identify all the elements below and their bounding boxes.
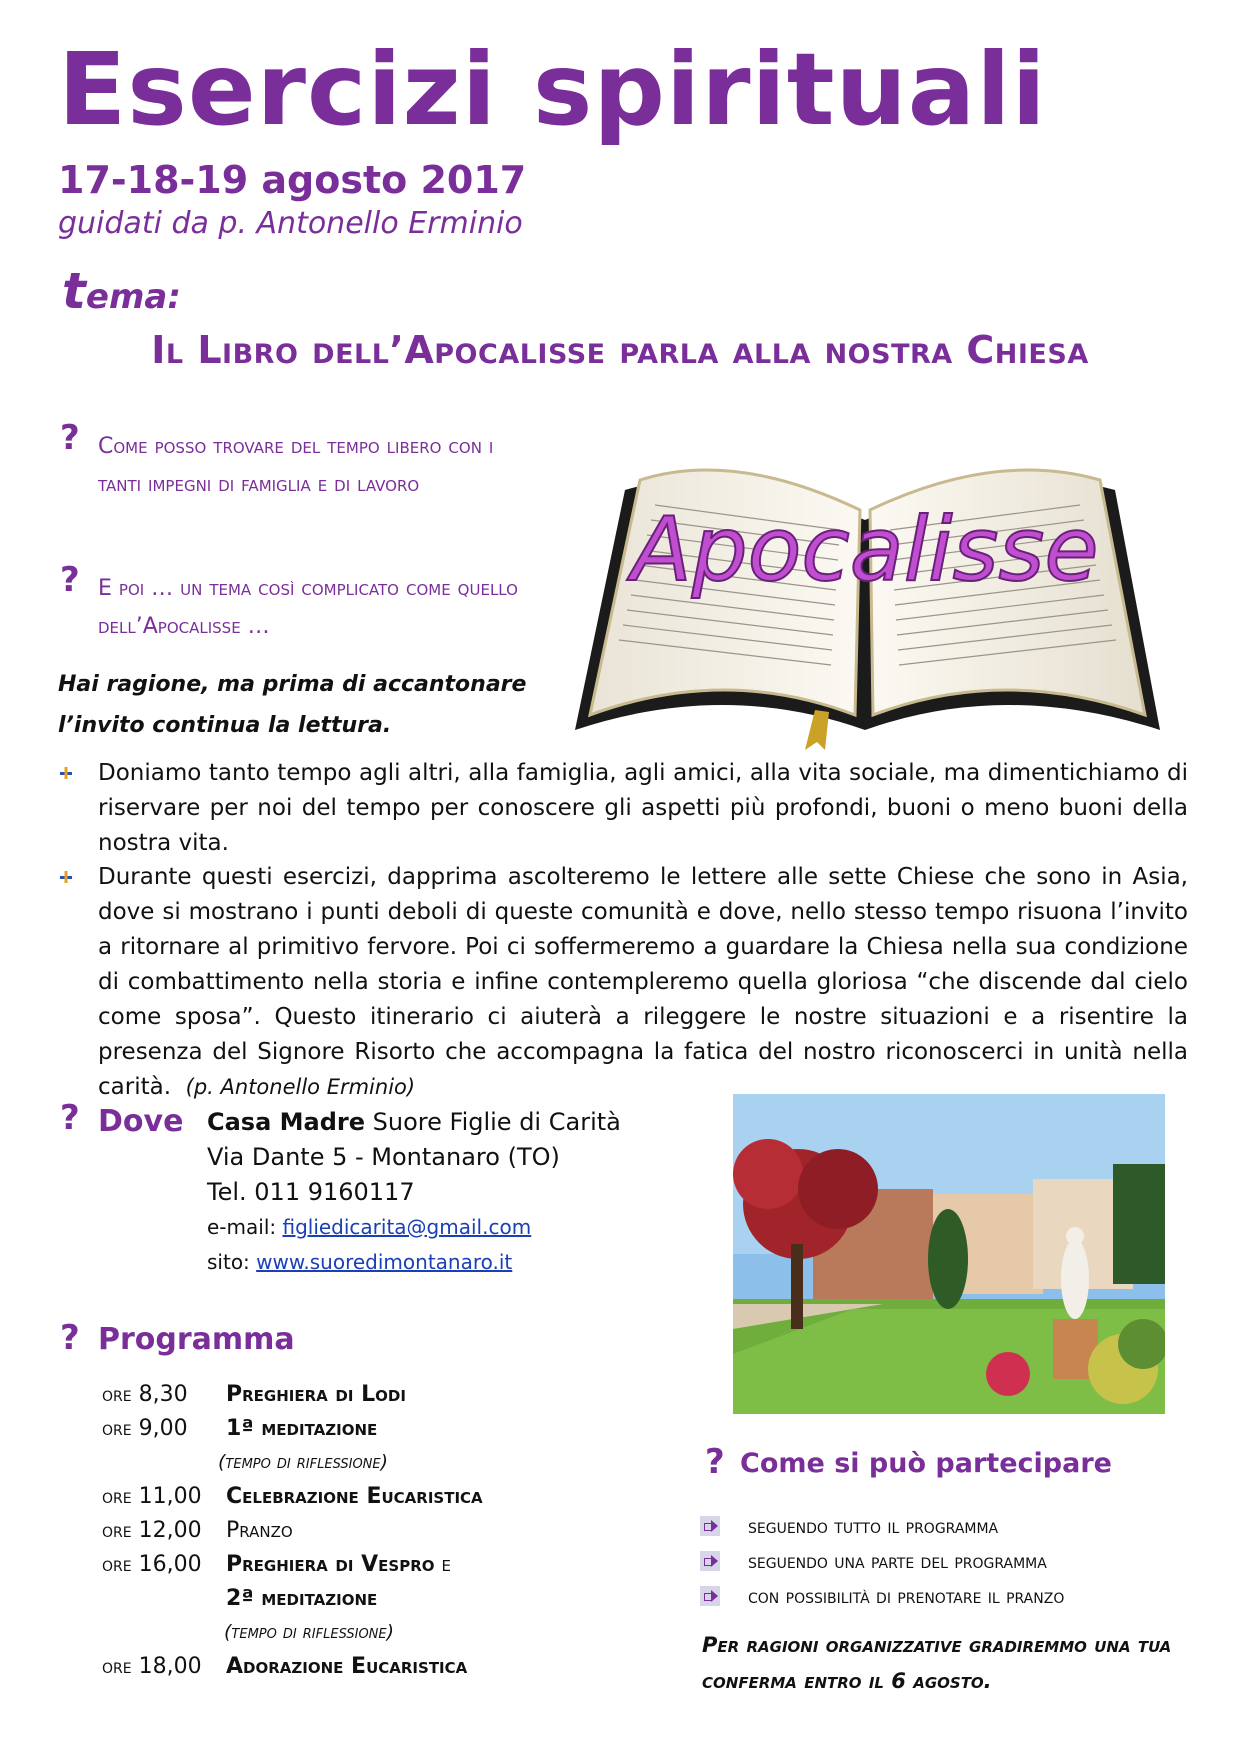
schedule-note: (tempo di riflessione) xyxy=(224,1621,395,1643)
participation-option-text: seguendo tutto il programma xyxy=(748,1514,999,1538)
question-mark-icon: ? xyxy=(705,1442,725,1482)
schedule-time: 8,30 xyxy=(138,1382,188,1407)
paragraph-2 xyxy=(58,860,1188,1105)
schedule-time: 12,00 xyxy=(138,1518,202,1543)
question-mark-icon: ? xyxy=(60,560,80,600)
schedule-time: 16,00 xyxy=(138,1552,202,1577)
question-mark-icon: ? xyxy=(60,1098,80,1138)
schedule-activity-suffix: e xyxy=(434,1552,451,1577)
email-link[interactable]: figliedicarita@gmail.com xyxy=(282,1215,532,1239)
email-label: e-mail: xyxy=(207,1215,283,1239)
guide-line: guidati da p. Antonello Erminio xyxy=(58,206,523,241)
event-dates: 17-18-19 agosto 2017 xyxy=(58,158,527,202)
schedule-time: 9,00 xyxy=(138,1416,188,1441)
schedule-time: 11,00 xyxy=(138,1484,202,1509)
bible-title-text: Apocalisse xyxy=(631,498,1099,601)
question-2: E poi … un tema così complicato come quello dell’Apocalisse … xyxy=(98,576,518,639)
schedule-activity: 2ª meditazione xyxy=(226,1586,378,1611)
paragraph-1 xyxy=(58,756,1188,861)
tema-label xyxy=(62,262,181,320)
arrow-right-icon xyxy=(700,1551,720,1571)
schedule-activity: Adorazione Eucaristica xyxy=(226,1654,468,1679)
schedule-activity: Preghiera di Vespro xyxy=(226,1552,435,1577)
arrow-right-icon xyxy=(700,1516,720,1536)
reason-text: Hai ragione, ma prima di accantonare l’invito continua la lettura. xyxy=(58,672,527,738)
dove-heading: Dove xyxy=(98,1104,184,1139)
theme-title: Il Libro dell’Apocalisse parla alla nostra Chiesa xyxy=(151,328,1089,372)
open-bible-image xyxy=(555,430,1175,750)
page-title: Esercizi spirituali xyxy=(58,31,1047,148)
place-name: Casa Madre xyxy=(207,1108,366,1136)
tema-initial: t xyxy=(62,262,86,320)
tema-rest: ema: xyxy=(85,277,181,317)
schedule-time: 18,00 xyxy=(138,1654,202,1679)
address-block xyxy=(207,1105,621,1280)
casa-madre-photo xyxy=(733,1094,1165,1414)
bullet-icon xyxy=(58,765,74,781)
street-address: Via Dante 5 - Montanaro (TO) xyxy=(207,1143,560,1171)
site-label: sito: xyxy=(207,1250,257,1274)
signature: (p. Antonello Erminio) xyxy=(185,1075,416,1099)
schedule-activity: 1ª meditazione xyxy=(226,1416,378,1441)
participation-option-text: seguendo una parte del programma xyxy=(748,1549,1047,1573)
site-link[interactable]: www.suoredimontanaro.it xyxy=(256,1250,513,1274)
schedule-activity: Celebrazione Eucaristica xyxy=(226,1484,483,1509)
schedule-activity: Preghiera di Lodi xyxy=(226,1382,406,1407)
paragraph-2-text: Durante questi esercizi, dapprima ascolteremo le lettere alle sette Chiese che sono in Asia, dove si mostrano i punti deboli di queste comunità e dove, nello stesso tempo risuona l’invito a ritornare al primitivo fervore. Poi ci soffermeremo a guardare la Chiesa nella sua condizione di combattimento nella storia e infine contempleremo quella gloriosa “che discende dal cielo come sposa”. Questo itinerario ci aiuterà a rileggere le nostre situazioni e a risentire la presenza del Signore Risorto che accompagna la fatica del nostro riconoscerci in unità nella carità. xyxy=(98,864,1188,1100)
programma-heading: Programma xyxy=(98,1322,295,1357)
participation-option-text: con possibilità di prenotare il pranzo xyxy=(748,1584,1065,1608)
question-mark-icon: ? xyxy=(60,1318,80,1358)
schedule-activity: Pranzo xyxy=(226,1518,293,1543)
bullet-icon xyxy=(58,869,74,885)
partecipare-heading: Come si può partecipare xyxy=(740,1448,1112,1479)
question-1: Come posso trovare del tempo libero con i tanti impegni di famiglia e di lavoro xyxy=(98,434,494,497)
arrow-right-icon xyxy=(700,1586,720,1606)
question-mark-icon: ? xyxy=(60,418,80,458)
place-rest: Suore Figlie di Carità xyxy=(365,1108,621,1136)
confirmation-note: Per ragioni organizzative gradiremmo una tua conferma entro il 6 agosto. xyxy=(702,1633,1172,1693)
paragraph-1-text: Doniamo tanto tempo agli altri, alla famiglia, agli amici, alla vita sociale, ma dimentichiamo di riservare per noi del tempo per conoscere gli aspetti più profondi, buoni o meno buoni della nostra vita. xyxy=(98,760,1188,856)
schedule-note: (tempo di riflessione) xyxy=(218,1451,389,1473)
phone: Tel. 011 9160117 xyxy=(207,1178,415,1206)
